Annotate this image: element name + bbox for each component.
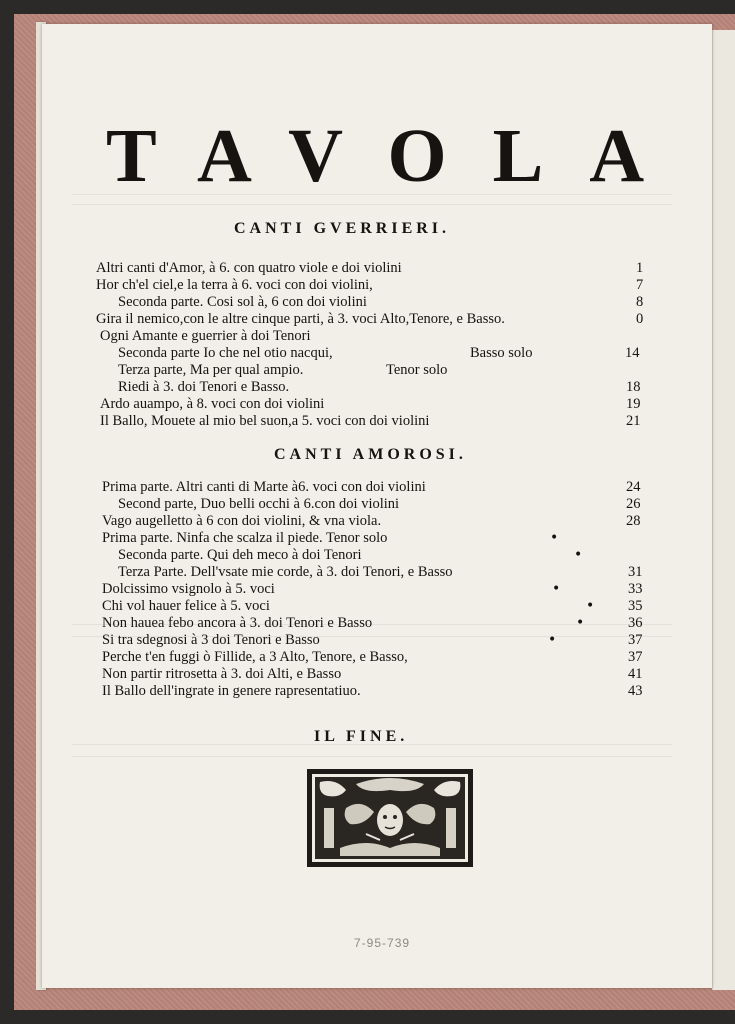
list-item-mark: • [552,581,561,597]
page-number: 35 [628,598,643,614]
list-item: Riedi à 3. doi Tenori e Basso. [118,379,290,395]
list-item: Si tra sdegnosi à 3 doi Tenori e Basso [102,632,320,648]
page-number: 37 [628,632,643,648]
list-item: Il Ballo, Mouete al mio bel suon,a 5. voci con doi violini [100,413,430,429]
page-number: 19 [626,396,641,412]
list-item: Seconda parte. Qui deh meco à doi Tenori [118,547,362,563]
section-heading-amorosi: CANTI AMOROSI. [274,446,467,463]
page-number: 31 [628,564,643,580]
page-number: 28 [626,513,641,529]
page-number: 8 [636,294,644,310]
woodcut-ornament-icon [306,768,474,868]
page-number: 41 [628,666,643,682]
page-number: 43 [628,683,643,699]
list-item-mark: • [548,632,557,648]
catalog-number: 7-95-739 [354,936,411,950]
list-item: Non hauea febo ancora à 3. doi Tenori e Basso [102,615,373,631]
page-number: 0 [636,311,644,327]
list-item-mark: • [550,530,559,546]
list-item: Seconda parte. Cosi sol à, 6 con doi violini [118,294,367,310]
page-number: 7 [636,277,644,293]
list-item: Non partir ritrosetta à 3. doi Alti, e Basso [102,666,342,682]
list-item: Seconda parte Io che nel otio nacqui, [118,345,333,361]
list-item: Perche t'en fuggi ò Fillide, a 3 Alto, Tenore, e Basso, [102,649,408,665]
list-item: Dolcissimo vsignolo à 5. voci [102,581,275,597]
list-item: Vago augelletto à 6 con doi violini, & vna viola. [102,513,382,529]
page-number: 33 [628,581,643,597]
list-item: Hor ch'el ciel,e la terra à 6. voci con doi violini, [96,277,373,293]
list-item-mark: • [576,615,585,631]
list-item: Terza parte, Ma per qual ampio. [118,362,304,378]
page-number: 26 [626,496,641,512]
list-item: Ogni Amante e guerrier à doi Tenori [100,328,311,344]
page-title: TAVOLA [106,114,691,198]
page-number: 36 [628,615,643,631]
il-fine-text: IL FINE. [314,728,409,745]
list-item: Terza Parte. Dell'vsate mie corde, à 3. doi Tenori, e Basso [118,564,453,580]
section-heading-guerrieri: CANTI GVERRIERI. [234,220,451,237]
list-item: Gira il nemico,con le altre cinque parti, à 3. voci Alto,Tenore, e Basso. [96,311,505,327]
list-item: Altri canti d'Amor, à 6. con quatro viole e doi violini [96,260,402,276]
list-item: Chi vol hauer felice à 5. voci [102,598,270,614]
page-number: 18 [626,379,641,395]
page-number: 37 [628,649,643,665]
list-item-mark: • [586,598,595,614]
list-item-mark: • [574,547,583,563]
list-item-voice: Basso solo [470,345,533,361]
list-item: Il Ballo dell'ingrate in genere rapresentatiuo. [102,683,361,699]
adjacent-page [712,30,735,990]
page-number: 21 [626,413,641,429]
list-item-voice: Tenor solo [386,362,448,378]
list-item: Prima parte. Ninfa che scalza il piede. Tenor solo [102,530,388,546]
list-item: Prima parte. Altri canti di Marte à6. voci con doi violini [102,479,426,495]
page-number: 14 [625,345,640,361]
list-item: Second parte, Duo belli occhi à 6.con doi violini [118,496,400,512]
page-number: 1 [636,260,644,276]
list-item: Ardo auampo, à 8. voci con doi violini [100,396,325,412]
page-number: 24 [626,479,641,495]
